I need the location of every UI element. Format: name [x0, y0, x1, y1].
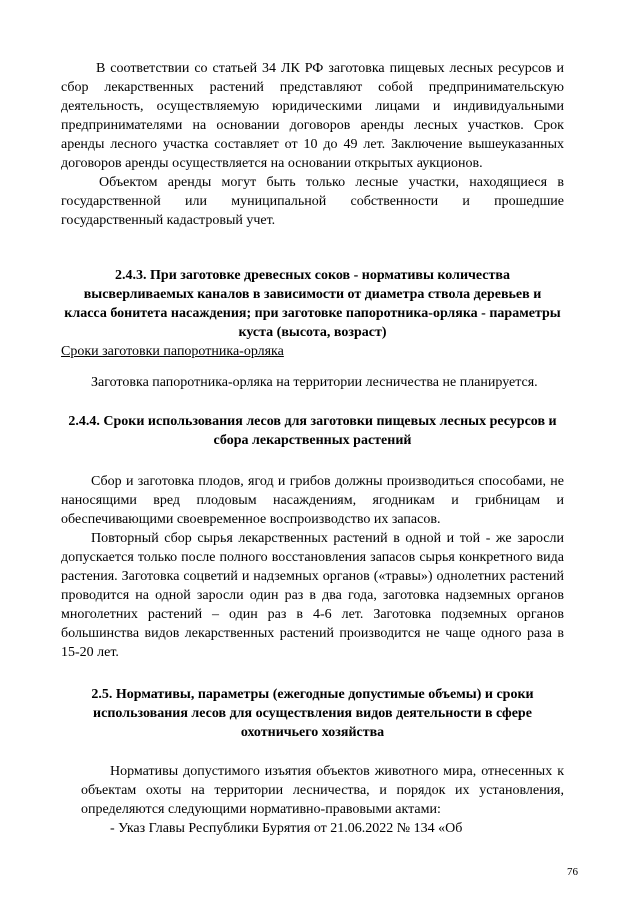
paragraph-lease-object: Объектом аренды могут быть только лесные участки, находящиеся в государственной или муниципальной собственности и прошедшие государственный кадастровый учет. [61, 175, 564, 228]
heading-2-4-3: 2.4.3. При заготовке древесных соков - нормативы количества высверливаемых каналов в зависимости от диаметра ствола деревьев и класса бонитета насаждения; при заготовке папоротника-орляка - параметры куста (высота, возраст) [64, 268, 561, 340]
paragraph-lease-terms: В соответствии со статьей 34 ЛК РФ заготовка пищевых лесных ресурсов и сбор лекарственных растений представляют собой предпринимательскую деятельность, осуществляемую юридическими лицами и индивидуальными предпринимателями на основании договоров аренды лесных участков. Срок аренды лесного участка составляет от 10 до 49 лет. Заключение вышеуказанных договоров аренды осуществляется на основании открытых аукционов. [61, 61, 564, 171]
subheading-fern-terms: Сроки заготовки папоротника-орляка [61, 344, 284, 359]
paragraph-fern: Заготовка папоротника-орляка на территории лесничества не планируется. [91, 375, 538, 390]
page-number: 76 [567, 866, 578, 878]
paragraph-repeat-collection: Повторный сбор сырья лекарственных растений в одной и той - же заросли допускается только после полного восстановления запасов сырья конкретного вида растения. Заготовка соцветий и надземных органов («травы») однолетних растений проводится на одной заросли один раз в два года, заготовка надземных органов многолетних растений – один раз в 4-6 лет. Заготовка подземных органов большинства видов лекарственных растений производится не чаще одного раза в 15-20 лет. [61, 531, 564, 660]
paragraph-decree: - Указ Главы Республики Бурятия от 21.06.2022 № 134 «Об [110, 821, 463, 836]
heading-2-4-4: 2.4.4. Сроки использования лесов для заготовки пищевых лесных ресурсов и сбора лекарственных растений [68, 414, 557, 448]
paragraph-hunting-norms: Нормативы допустимого изъятия объектов животного мира, отнесенных к объектам охоты на территории лесничества, и порядок их установления, определяются следующими нормативно-правовыми актами: [81, 764, 564, 817]
paragraph-collection: Сбор и заготовка плодов, ягод и грибов должны производиться способами, не наносящими вред плодовым насаждениям, ягодникам и грибницам и обеспечивающими своевременное воспроизводство их запасов. [61, 474, 564, 527]
page-content [61, 59, 564, 838]
heading-2-5: 2.5. Нормативы, параметры (ежегодные допустимые объемы) и сроки использования лесов для осуществления видов деятельности в сфере охотничьего хозяйства [91, 687, 534, 740]
